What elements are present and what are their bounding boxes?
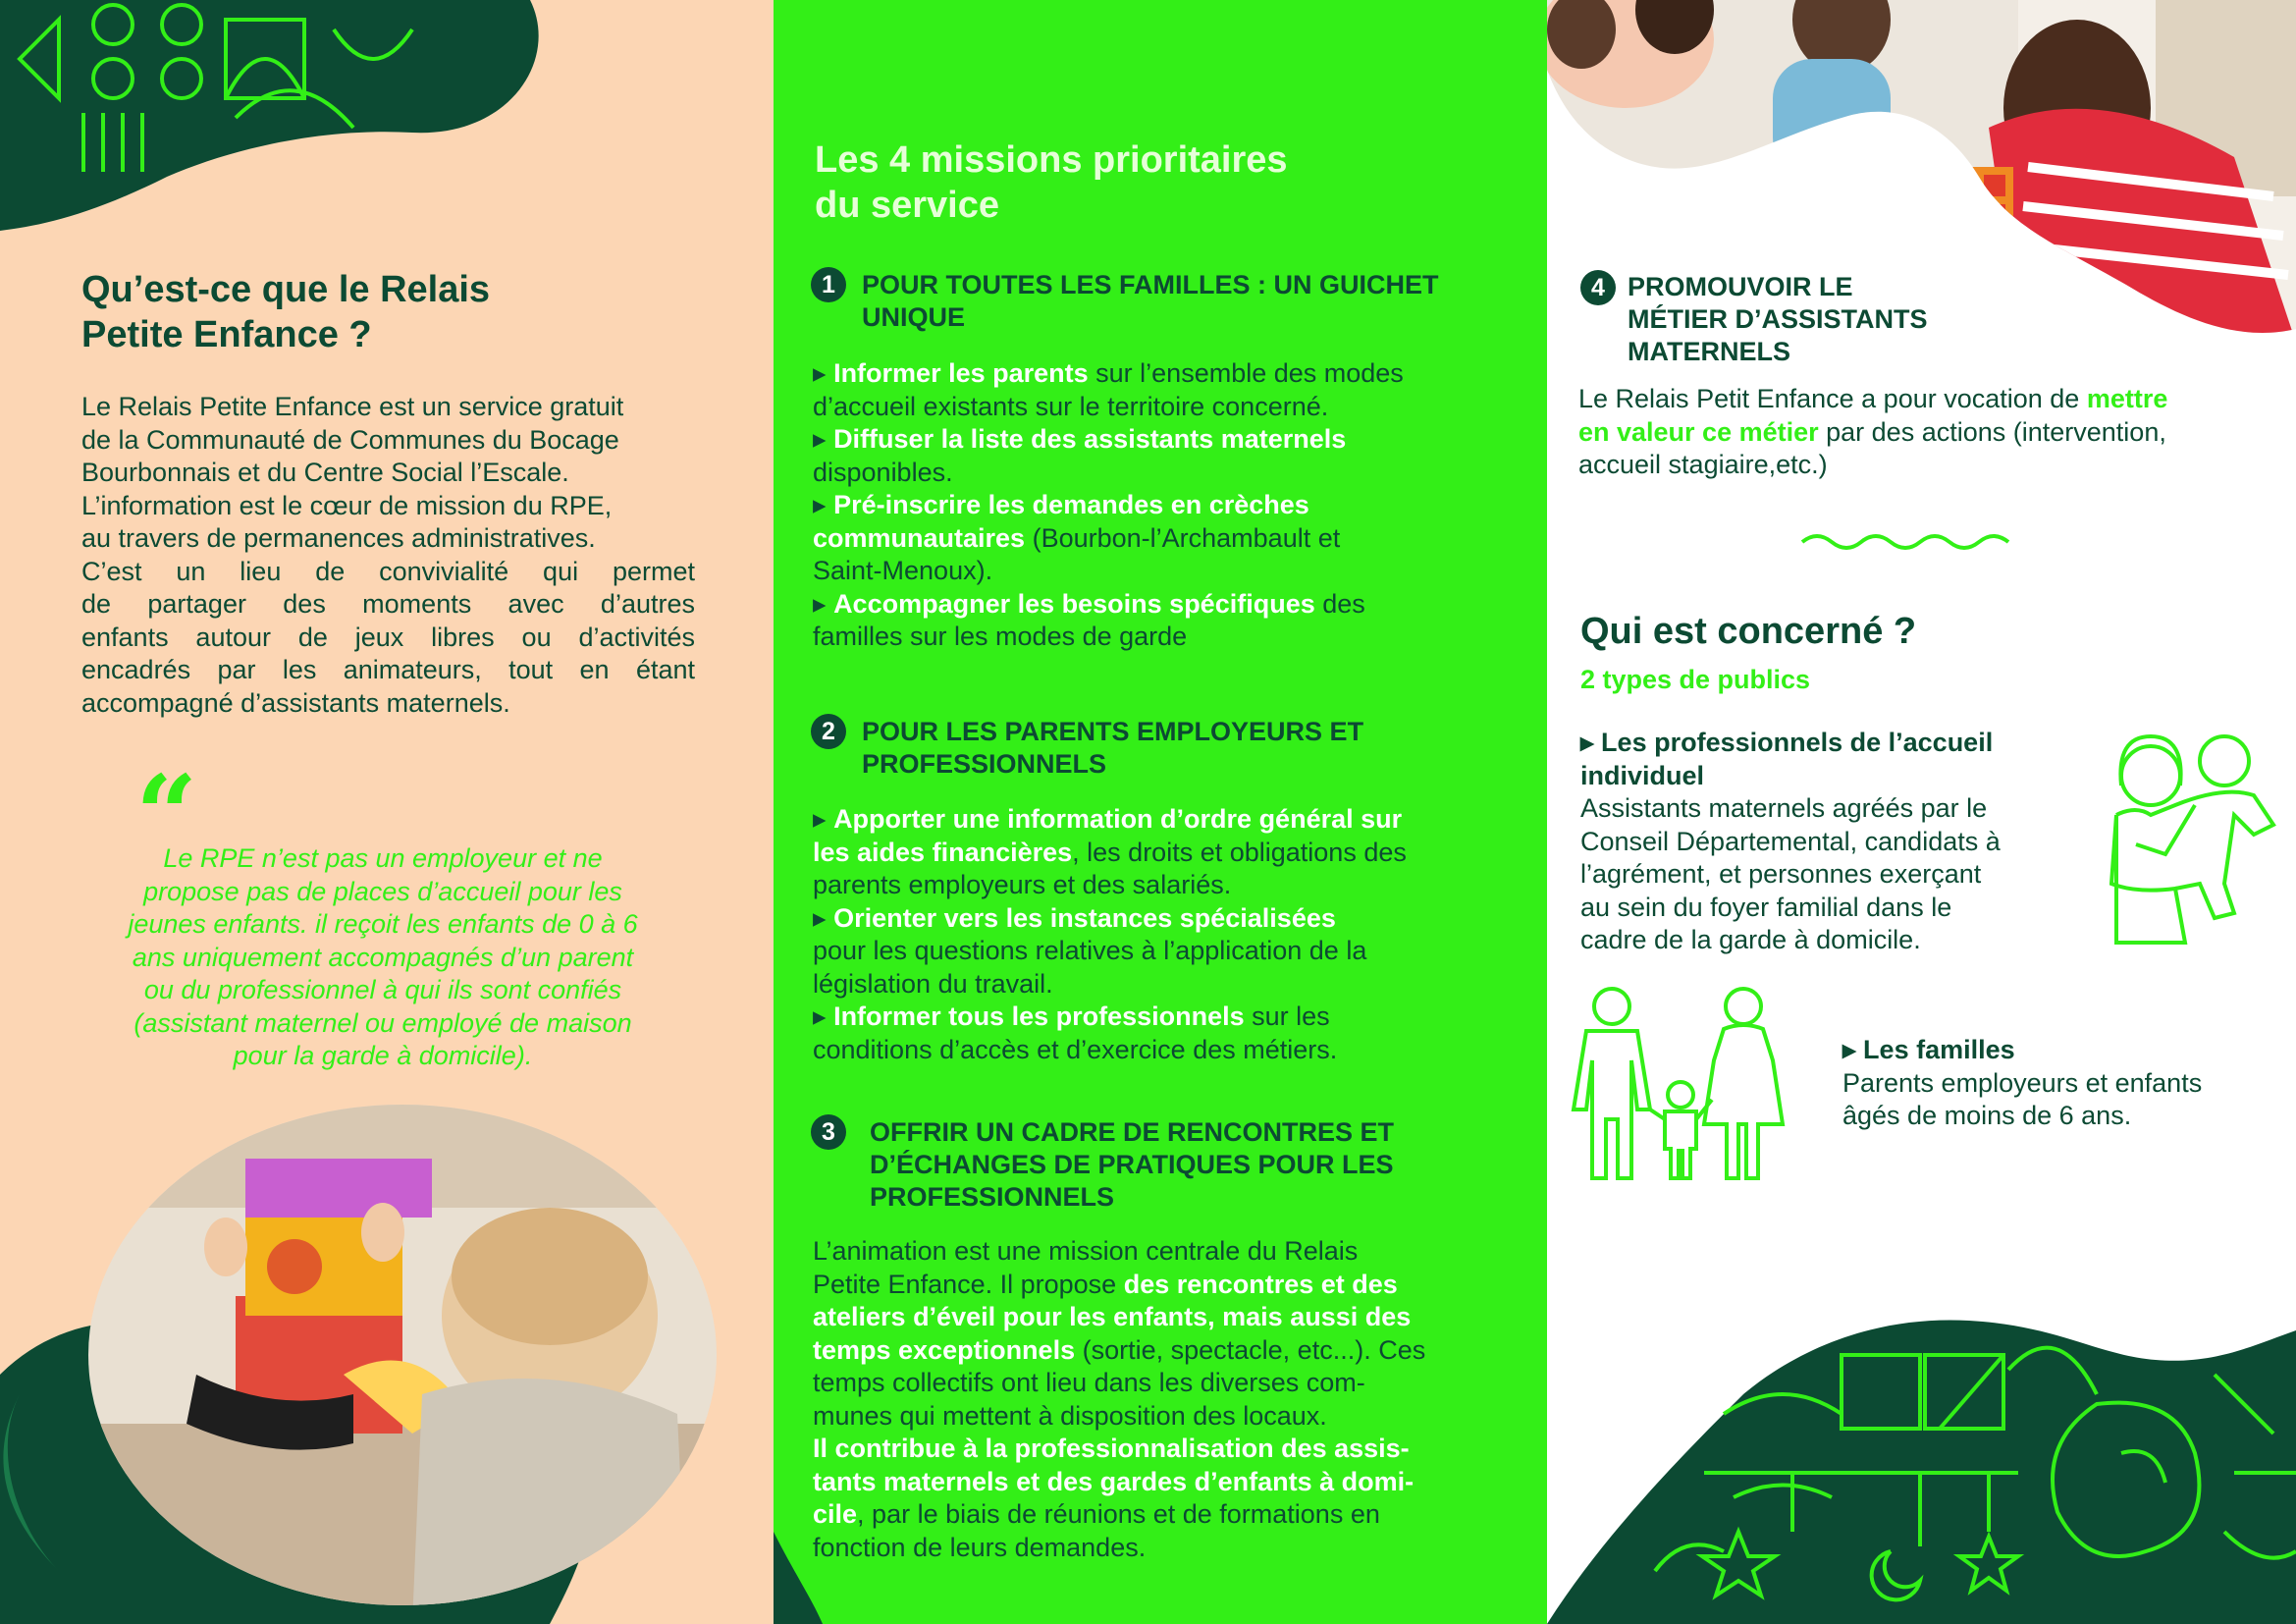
title-line: POUR TOUTES LES FAMILLES : UN GUICHET [862, 270, 1439, 299]
paragraph-line: munes qui mettent à disposition des locaux. [813, 1400, 1327, 1431]
title-line: du service [815, 185, 999, 226]
bullet-text: d’accueil existants sur le territoire concerné. [813, 391, 1329, 421]
paragraph-line: jeunes enfants. il reçoit les enfants de 0 à 6 [128, 909, 638, 939]
paragraph-line: cadre de la garde à domicile. [1580, 925, 1921, 954]
paragraph-line: (assistant maternel ou employé de maison [133, 1007, 632, 1038]
title-line: MATERNELS [1628, 337, 1790, 366]
bullet-text: , les droits et obligations des [1072, 837, 1407, 867]
bullet-text: Saint-Menoux). [813, 556, 993, 585]
panel1-heading [81, 267, 490, 357]
mission-3-title [870, 1116, 1394, 1214]
paragraph-line: ans uniquement accompagnés d’un parent [132, 942, 634, 972]
mission-number-badge: 2 [811, 714, 846, 749]
quote-mark-icon: “ [135, 751, 198, 878]
bullet-arrow-icon: ▸ [813, 804, 834, 834]
paragraph-highlight: cile [813, 1499, 858, 1529]
paragraph-line: pour la garde à domicile). [233, 1041, 533, 1070]
title-line: D’ÉCHANGES DE PRATIQUES POUR LES [870, 1150, 1394, 1179]
bullet-highlight: Diffuser la liste des assistants maternels [833, 424, 1347, 454]
title-line: OFFRIR UN CADRE DE RENCONTRES ET [870, 1117, 1395, 1147]
bullet-highlight: Orienter vers les instances spécialisées [833, 902, 1336, 933]
bullet-arrow-icon: ▸ [813, 588, 834, 619]
title-line: PROMOUVOIR LE [1628, 272, 1853, 301]
paragraph-text: Petite Enfance. Il propose [813, 1269, 1124, 1299]
paragraph-line: Le Relais Petite Enfance est un service gratuit [81, 392, 624, 421]
audience-title: ▸ Les professionnels de l’accueil [1580, 728, 1994, 757]
title-line: PROFESSIONNELS [862, 749, 1107, 779]
bullet-text: pour les questions relatives à l’application de la [813, 936, 1367, 965]
audience-title: individuel [1580, 760, 1705, 790]
paragraph-line: âgés de moins de 6 ans. [1842, 1101, 2132, 1130]
paragraph-line: Assistants maternels agréés par le [1580, 793, 1988, 823]
bullet-text: parents employeurs et des salariés. [813, 870, 1232, 899]
bullet-arrow-icon: ▸ [813, 358, 834, 388]
mission-4-title [1628, 271, 1928, 368]
mission-1-list [813, 357, 1520, 654]
paragraph-line: L’animation est une mission centrale du Relais [813, 1236, 1359, 1266]
paragraph-line: de la Communauté de Communes du Bocage [81, 424, 619, 455]
title-line: PROFESSIONNELS [870, 1182, 1115, 1212]
bullet-text: sur les [1244, 1001, 1330, 1031]
audience-description [1842, 1067, 2274, 1133]
bullet-highlight: communautaires [813, 522, 1026, 553]
paragraph-line: enfants autour de jeux libres ou d’activités [81, 622, 695, 652]
paragraph-line: au sein du foyer familial dans le [1580, 892, 1952, 922]
title-line: Les 4 missions prioritaires [815, 139, 1288, 181]
mission-number-badge: 4 [1580, 270, 1616, 305]
mission-3-paragraph [813, 1235, 1520, 1564]
paragraph-line: de partager des moments avec d’autres [81, 589, 695, 619]
panel-what-is-rpe [0, 0, 774, 1624]
bullet-text: sur l’ensemble des modes [1088, 358, 1404, 388]
paragraph-highlight: en valeur ce métier [1578, 416, 1819, 447]
mother-holding-child-icon [2111, 736, 2273, 943]
bullet-text: disponibles. [813, 457, 953, 487]
bullet-highlight: Apporter une information d’ordre général sur [833, 804, 1403, 834]
bullet-text: des [1314, 588, 1365, 619]
paragraph-line: C’est un lieu de convivialité qui permet [81, 556, 695, 586]
quote-paragraph [59, 842, 707, 1073]
paragraph-line: encadrés par les animateurs, tout en étant [81, 655, 695, 684]
title-line: UNIQUE [862, 302, 966, 332]
paragraph-line: Bourbonnais et du Centre Social l’Escale. [81, 458, 569, 487]
paragraph-text: (sortie, spectacle, etc...). Ces [1075, 1334, 1426, 1365]
bullet-text: législation du travail. [813, 968, 1053, 999]
title-line: MÉTIER D’ASSISTANTS [1628, 304, 1928, 334]
bullet-highlight: Pré-inscrire les demandes en crèches [833, 490, 1309, 519]
top-left-pattern-blob [0, 0, 539, 231]
paragraph-line: ou du professionnel à qui ils sont confiés [143, 975, 622, 1004]
audience-families [1842, 1034, 2274, 1133]
paragraph-text: par des actions (intervention, [1818, 416, 2166, 447]
bullet-arrow-icon: ▸ [813, 902, 834, 933]
audience-heading: Qui est concerné ? [1580, 611, 1917, 652]
mission-number-badge: 1 [811, 267, 846, 302]
paragraph-highlight: temps exceptionnels [813, 1334, 1076, 1365]
panel-audience [1547, 0, 2296, 1624]
paragraph-highlight: ateliers d’éveil pour les enfants, mais aussi des [813, 1302, 1412, 1331]
audience-professionals [1580, 727, 2130, 957]
bullet-highlight: Accompagner les besoins spécifiques [833, 588, 1315, 619]
bullet-highlight: Informer tous les professionnels [833, 1001, 1245, 1031]
heading-line: Petite Enfance ? [81, 314, 372, 355]
paragraph-line: fonction de leurs demandes. [813, 1532, 1147, 1562]
title-line: POUR LES PARENTS EMPLOYEURS ET [862, 717, 1364, 746]
paragraph-line: au travers de permanences administratives. [81, 523, 596, 553]
paragraph-line: l’agrément, et personnes exerçant [1580, 859, 1982, 889]
paragraph-line: L’information est le cœur de mission du RPE, [81, 490, 613, 520]
mission-1-title [862, 269, 1439, 334]
bullet-highlight: les aides financières [813, 837, 1073, 867]
intro-paragraph [81, 391, 695, 720]
bullet-arrow-icon: ▸ [813, 424, 834, 454]
paragraph-highlight: Il contribue à la professionnalisation des assis- [813, 1434, 1410, 1463]
paragraph-line: accompagné d’assistants maternels. [81, 687, 510, 718]
paragraph-highlight: mettre [2086, 384, 2168, 413]
heading-line: Qu’est-ce que le Relais [81, 269, 491, 310]
paragraph-text: Le Relais Petit Enfance a pour vocation de [1578, 384, 2087, 413]
bullet-arrow-icon: ▸ [813, 1001, 834, 1031]
bullet-text: conditions d’accès et d’exercice des métiers. [813, 1034, 1338, 1064]
paragraph-line: Conseil Départemental, candidats à [1580, 826, 2001, 856]
paragraph-text: , par le biais de réunions et de formations en [857, 1499, 1380, 1529]
paragraph-line: Le RPE n’est pas un employeur et ne [163, 843, 603, 873]
family-icon [1574, 989, 1783, 1178]
missions-title [815, 137, 1288, 228]
paragraph-line: Parents employeurs et enfants [1842, 1067, 2203, 1098]
paragraph-line: propose pas de places d’accueil pour les [143, 876, 622, 906]
audience-subheading: 2 types de publics [1580, 665, 1811, 694]
panel1-decoration [0, 0, 774, 1624]
mission-2-list [813, 803, 1520, 1066]
paragraph-line: accueil stagiaire,etc.) [1578, 450, 1828, 479]
bullet-text: familles sur les modes de garde [813, 622, 1188, 651]
paragraph-highlight: des rencontres et des [1123, 1269, 1398, 1299]
wavy-divider-icon [1802, 536, 2008, 548]
mission-4-paragraph [1578, 383, 2285, 482]
audience-title: ▸ Les familles [1842, 1035, 2015, 1064]
audience-description [1580, 792, 2130, 957]
bullet-arrow-icon: ▸ [813, 490, 834, 519]
mission-2-title [862, 716, 1363, 781]
bullet-text: (Bourbon-l’Archambault et [1025, 522, 1341, 553]
paragraph-line: temps collectifs ont lieu dans les diverses com- [813, 1368, 1365, 1397]
panel-missions [774, 0, 1547, 1624]
mission-number-badge: 3 [811, 1114, 846, 1150]
bullet-highlight: Informer les parents [833, 358, 1089, 388]
paragraph-highlight: tants maternels et des gardes d’enfants à domi- [813, 1466, 1415, 1496]
